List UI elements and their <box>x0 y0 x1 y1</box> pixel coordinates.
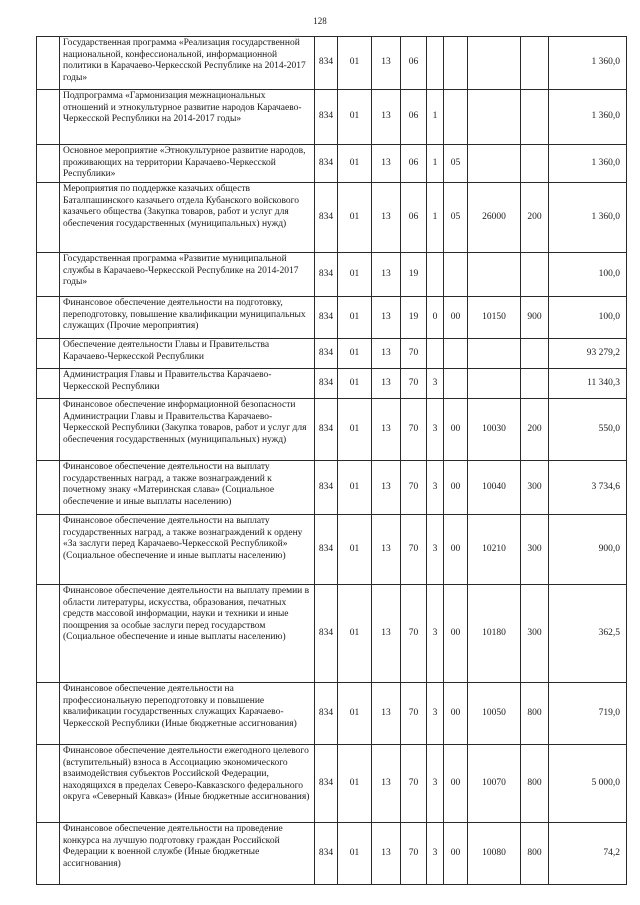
row-section-code: 01 <box>338 745 372 823</box>
row-blank-cell <box>37 745 60 823</box>
row-ved-code: 834 <box>315 515 338 585</box>
row-ved-code: 834 <box>315 253 338 297</box>
row-activity-code: 00 <box>444 745 468 823</box>
row-expense-type-code: 200 <box>521 183 549 253</box>
row-section-code: 01 <box>338 585 372 683</box>
row-amount: 74,2 <box>549 823 627 885</box>
table-row <box>37 585 627 683</box>
row-subprogram-code: 1 <box>427 90 444 145</box>
budget-table <box>36 36 627 885</box>
table-row <box>37 253 627 297</box>
row-subsection-code: 13 <box>372 339 401 369</box>
row-amount: 1 360,0 <box>549 37 627 90</box>
row-ved-code: 834 <box>315 823 338 885</box>
row-ved-code: 834 <box>315 37 338 90</box>
row-direction-code <box>468 37 521 90</box>
row-ved-code: 834 <box>315 745 338 823</box>
row-subsection-code: 13 <box>372 515 401 585</box>
row-subsection-code: 13 <box>372 461 401 515</box>
row-subprogram-code: 0 <box>427 297 444 339</box>
row-subprogram-code: 3 <box>427 461 444 515</box>
row-subprogram-code: 3 <box>427 399 444 461</box>
row-name: Финансовое обеспечение деятельности на профессиональную переподготовку и повышение квалификации государственных служащих Карачаево-Черкесской Республики (Иные бюджетные ассигнования) <box>60 683 315 745</box>
row-subsection-code: 13 <box>372 369 401 399</box>
row-subprogram-code: 3 <box>427 585 444 683</box>
row-subsection-code: 13 <box>372 297 401 339</box>
row-amount: 1 360,0 <box>549 90 627 145</box>
row-name: Финансовое обеспечение деятельности на выплату государственных наград, а также вознаграждений к ордену «За заслуги перед Карачаево-Черкесской Республикой» (Социальное обеспечение и иные выплаты населению) <box>60 515 315 585</box>
row-ved-code: 834 <box>315 183 338 253</box>
table-row <box>37 183 627 253</box>
row-activity-code: 00 <box>444 823 468 885</box>
row-expense-type-code <box>521 253 549 297</box>
row-activity-code: 00 <box>444 683 468 745</box>
row-subprogram-code: 1 <box>427 145 444 183</box>
row-section-code: 01 <box>338 369 372 399</box>
row-direction-code: 10030 <box>468 399 521 461</box>
table-row <box>37 90 627 145</box>
row-blank-cell <box>37 399 60 461</box>
row-name: Финансовое обеспечение деятельности ежегодного целевого (вступительный) взноса в Ассоциацию экономического взаимодействия субъектов Российской Федерации, находящихся в пределах Северо-Кавказского федерального округа «Северный Кавказ» (Иные бюджетные ассигнования) <box>60 745 315 823</box>
row-ved-code: 834 <box>315 90 338 145</box>
row-subsection-code: 13 <box>372 183 401 253</box>
row-activity-code <box>444 369 468 399</box>
row-blank-cell <box>37 183 60 253</box>
row-activity-code: 00 <box>444 399 468 461</box>
row-activity-code: 00 <box>444 297 468 339</box>
row-subsection-code: 13 <box>372 585 401 683</box>
row-direction-code: 10080 <box>468 823 521 885</box>
table-row <box>37 297 627 339</box>
row-ved-code: 834 <box>315 399 338 461</box>
row-blank-cell <box>37 823 60 885</box>
row-direction-code <box>468 369 521 399</box>
row-program-code: 70 <box>401 399 427 461</box>
row-amount: 100,0 <box>549 297 627 339</box>
row-ved-code: 834 <box>315 585 338 683</box>
row-program-code: 70 <box>401 369 427 399</box>
row-ved-code: 834 <box>315 339 338 369</box>
row-program-code: 70 <box>401 339 427 369</box>
row-activity-code: 00 <box>444 515 468 585</box>
row-blank-cell <box>37 297 60 339</box>
row-section-code: 01 <box>338 683 372 745</box>
row-direction-code: 10150 <box>468 297 521 339</box>
row-section-code: 01 <box>338 297 372 339</box>
row-blank-cell <box>37 585 60 683</box>
row-activity-code <box>444 90 468 145</box>
row-subsection-code: 13 <box>372 90 401 145</box>
row-subsection-code: 13 <box>372 253 401 297</box>
row-ved-code: 834 <box>315 683 338 745</box>
row-direction-code: 10210 <box>468 515 521 585</box>
row-amount: 1 360,0 <box>549 145 627 183</box>
row-program-code: 06 <box>401 90 427 145</box>
table-row <box>37 399 627 461</box>
row-subprogram-code: 3 <box>427 823 444 885</box>
row-program-code: 70 <box>401 823 427 885</box>
row-blank-cell <box>37 37 60 90</box>
row-expense-type-code: 300 <box>521 515 549 585</box>
row-section-code: 01 <box>338 37 372 90</box>
row-amount: 550,0 <box>549 399 627 461</box>
row-amount: 362,5 <box>549 585 627 683</box>
row-blank-cell <box>37 145 60 183</box>
row-subprogram-code: 3 <box>427 683 444 745</box>
row-amount: 719,0 <box>549 683 627 745</box>
row-direction-code <box>468 90 521 145</box>
row-name: Обеспечение деятельности Главы и Правительства Карачаево-Черкесской Республики <box>60 339 315 369</box>
row-section-code: 01 <box>338 339 372 369</box>
table-row <box>37 683 627 745</box>
row-blank-cell <box>37 339 60 369</box>
row-expense-type-code: 300 <box>521 585 549 683</box>
row-blank-cell <box>37 515 60 585</box>
row-subprogram-code: 1 <box>427 183 444 253</box>
row-section-code: 01 <box>338 823 372 885</box>
row-amount: 1 360,0 <box>549 183 627 253</box>
row-amount: 5 000,0 <box>549 745 627 823</box>
row-direction-code: 10040 <box>468 461 521 515</box>
row-subprogram-code <box>427 253 444 297</box>
row-section-code: 01 <box>338 253 372 297</box>
row-ved-code: 834 <box>315 369 338 399</box>
row-direction-code <box>468 145 521 183</box>
row-subprogram-code: 3 <box>427 745 444 823</box>
row-subprogram-code <box>427 37 444 90</box>
row-name: Финансовое обеспечение деятельности на выплату государственных наград, а также вознаграждений к почетному знаку «Материнская слава» (Социальное обеспечение и иные выплаты населению) <box>60 461 315 515</box>
table-row <box>37 339 627 369</box>
row-amount: 900,0 <box>549 515 627 585</box>
row-blank-cell <box>37 461 60 515</box>
row-program-code: 19 <box>401 253 427 297</box>
row-expense-type-code: 200 <box>521 399 549 461</box>
row-amount: 11 340,3 <box>549 369 627 399</box>
row-direction-code <box>468 339 521 369</box>
row-name: Государственная программа «Реализация государственной национальной, конфессиональной, информационной политики в Карачаево-Черкесской Республике на 2014-2017 годы» <box>60 37 315 90</box>
row-subprogram-code: 3 <box>427 515 444 585</box>
row-program-code: 19 <box>401 297 427 339</box>
row-expense-type-code <box>521 145 549 183</box>
row-name: Подпрограмма «Гармонизация межнациональных отношений и этнокультурное развитие народов Карачаево-Черкесской Республики на 2014-2017 годы» <box>60 90 315 145</box>
row-subprogram-code: 3 <box>427 369 444 399</box>
table-row <box>37 461 627 515</box>
row-program-code: 70 <box>401 585 427 683</box>
row-section-code: 01 <box>338 461 372 515</box>
row-section-code: 01 <box>338 145 372 183</box>
row-name: Государственная программа «Развитие муниципальной службы в Карачаево-Черкесской Республике на 2014-2017 годы» <box>60 253 315 297</box>
row-blank-cell <box>37 369 60 399</box>
row-program-code: 70 <box>401 745 427 823</box>
row-activity-code: 05 <box>444 183 468 253</box>
row-expense-type-code: 300 <box>521 461 549 515</box>
table-body <box>37 37 627 885</box>
row-direction-code <box>468 253 521 297</box>
row-program-code: 06 <box>401 145 427 183</box>
row-section-code: 01 <box>338 399 372 461</box>
table-row <box>37 145 627 183</box>
row-program-code: 70 <box>401 515 427 585</box>
row-ved-code: 834 <box>315 145 338 183</box>
row-program-code: 06 <box>401 37 427 90</box>
row-name: Основное мероприятие «Этнокультурное развитие народов, проживающих на территории Карачаево-Черкесской Республики» <box>60 145 315 183</box>
row-subsection-code: 13 <box>372 745 401 823</box>
row-expense-type-code: 900 <box>521 297 549 339</box>
row-expense-type-code: 800 <box>521 683 549 745</box>
page-number: 128 <box>313 16 327 26</box>
table-row <box>37 745 627 823</box>
row-name: Финансовое обеспечение информационной безопасности Администрации Главы и Правительства Карачаево-Черкесской Республики (Закупка товаров, работ и услуг для обеспечения государственных (муниципальных) нужд) <box>60 399 315 461</box>
row-activity-code: 05 <box>444 145 468 183</box>
table-row <box>37 369 627 399</box>
row-expense-type-code <box>521 37 549 90</box>
row-amount: 3 734,6 <box>549 461 627 515</box>
row-subsection-code: 13 <box>372 399 401 461</box>
row-expense-type-code <box>521 90 549 145</box>
row-blank-cell <box>37 683 60 745</box>
row-direction-code: 10180 <box>468 585 521 683</box>
row-activity-code <box>444 339 468 369</box>
row-activity-code <box>444 37 468 90</box>
row-expense-type-code <box>521 339 549 369</box>
row-direction-code: 10070 <box>468 745 521 823</box>
row-activity-code: 00 <box>444 461 468 515</box>
row-direction-code: 10050 <box>468 683 521 745</box>
row-subsection-code: 13 <box>372 37 401 90</box>
row-section-code: 01 <box>338 183 372 253</box>
row-amount: 100,0 <box>549 253 627 297</box>
table-row <box>37 37 627 90</box>
row-blank-cell <box>37 90 60 145</box>
row-expense-type-code: 800 <box>521 745 549 823</box>
row-name: Финансовое обеспечение деятельности на выплату премии в области литературы, искусства, образования, печатных средств массовой информации, науки и техники и иные поощрения за особые заслуги перед государством (Социальное обеспечение и иные выплаты населению) <box>60 585 315 683</box>
row-subprogram-code <box>427 339 444 369</box>
row-program-code: 70 <box>401 461 427 515</box>
row-name: Финансовое обеспечение деятельности на подготовку, переподготовку, повышение квалификации муниципальных служащих (Прочие мероприятия) <box>60 297 315 339</box>
table-row <box>37 823 627 885</box>
row-program-code: 06 <box>401 183 427 253</box>
row-section-code: 01 <box>338 515 372 585</box>
row-expense-type-code: 800 <box>521 823 549 885</box>
row-subsection-code: 13 <box>372 683 401 745</box>
row-name: Администрация Главы и Правительства Карачаево-Черкесской Республики <box>60 369 315 399</box>
row-subsection-code: 13 <box>372 145 401 183</box>
row-name: Финансовое обеспечение деятельности на проведение конкурса на лучшую подготовку граждан Российской Федерации к военной службе (Иные бюджетные ассигнования) <box>60 823 315 885</box>
row-activity-code: 00 <box>444 585 468 683</box>
row-program-code: 70 <box>401 683 427 745</box>
row-name: Мероприятия по поддержке казачьих обществ Баталпашинского казачьего отдела Кубанского войскового казачьего общества (Закупка товаров, работ и услуг для обеспечения государственных (муниципальных) нужд) <box>60 183 315 253</box>
row-amount: 93 279,2 <box>549 339 627 369</box>
row-blank-cell <box>37 253 60 297</box>
row-expense-type-code <box>521 369 549 399</box>
row-section-code: 01 <box>338 90 372 145</box>
row-ved-code: 834 <box>315 297 338 339</box>
row-direction-code: 26000 <box>468 183 521 253</box>
row-activity-code <box>444 253 468 297</box>
row-subsection-code: 13 <box>372 823 401 885</box>
row-ved-code: 834 <box>315 461 338 515</box>
table-row <box>37 515 627 585</box>
